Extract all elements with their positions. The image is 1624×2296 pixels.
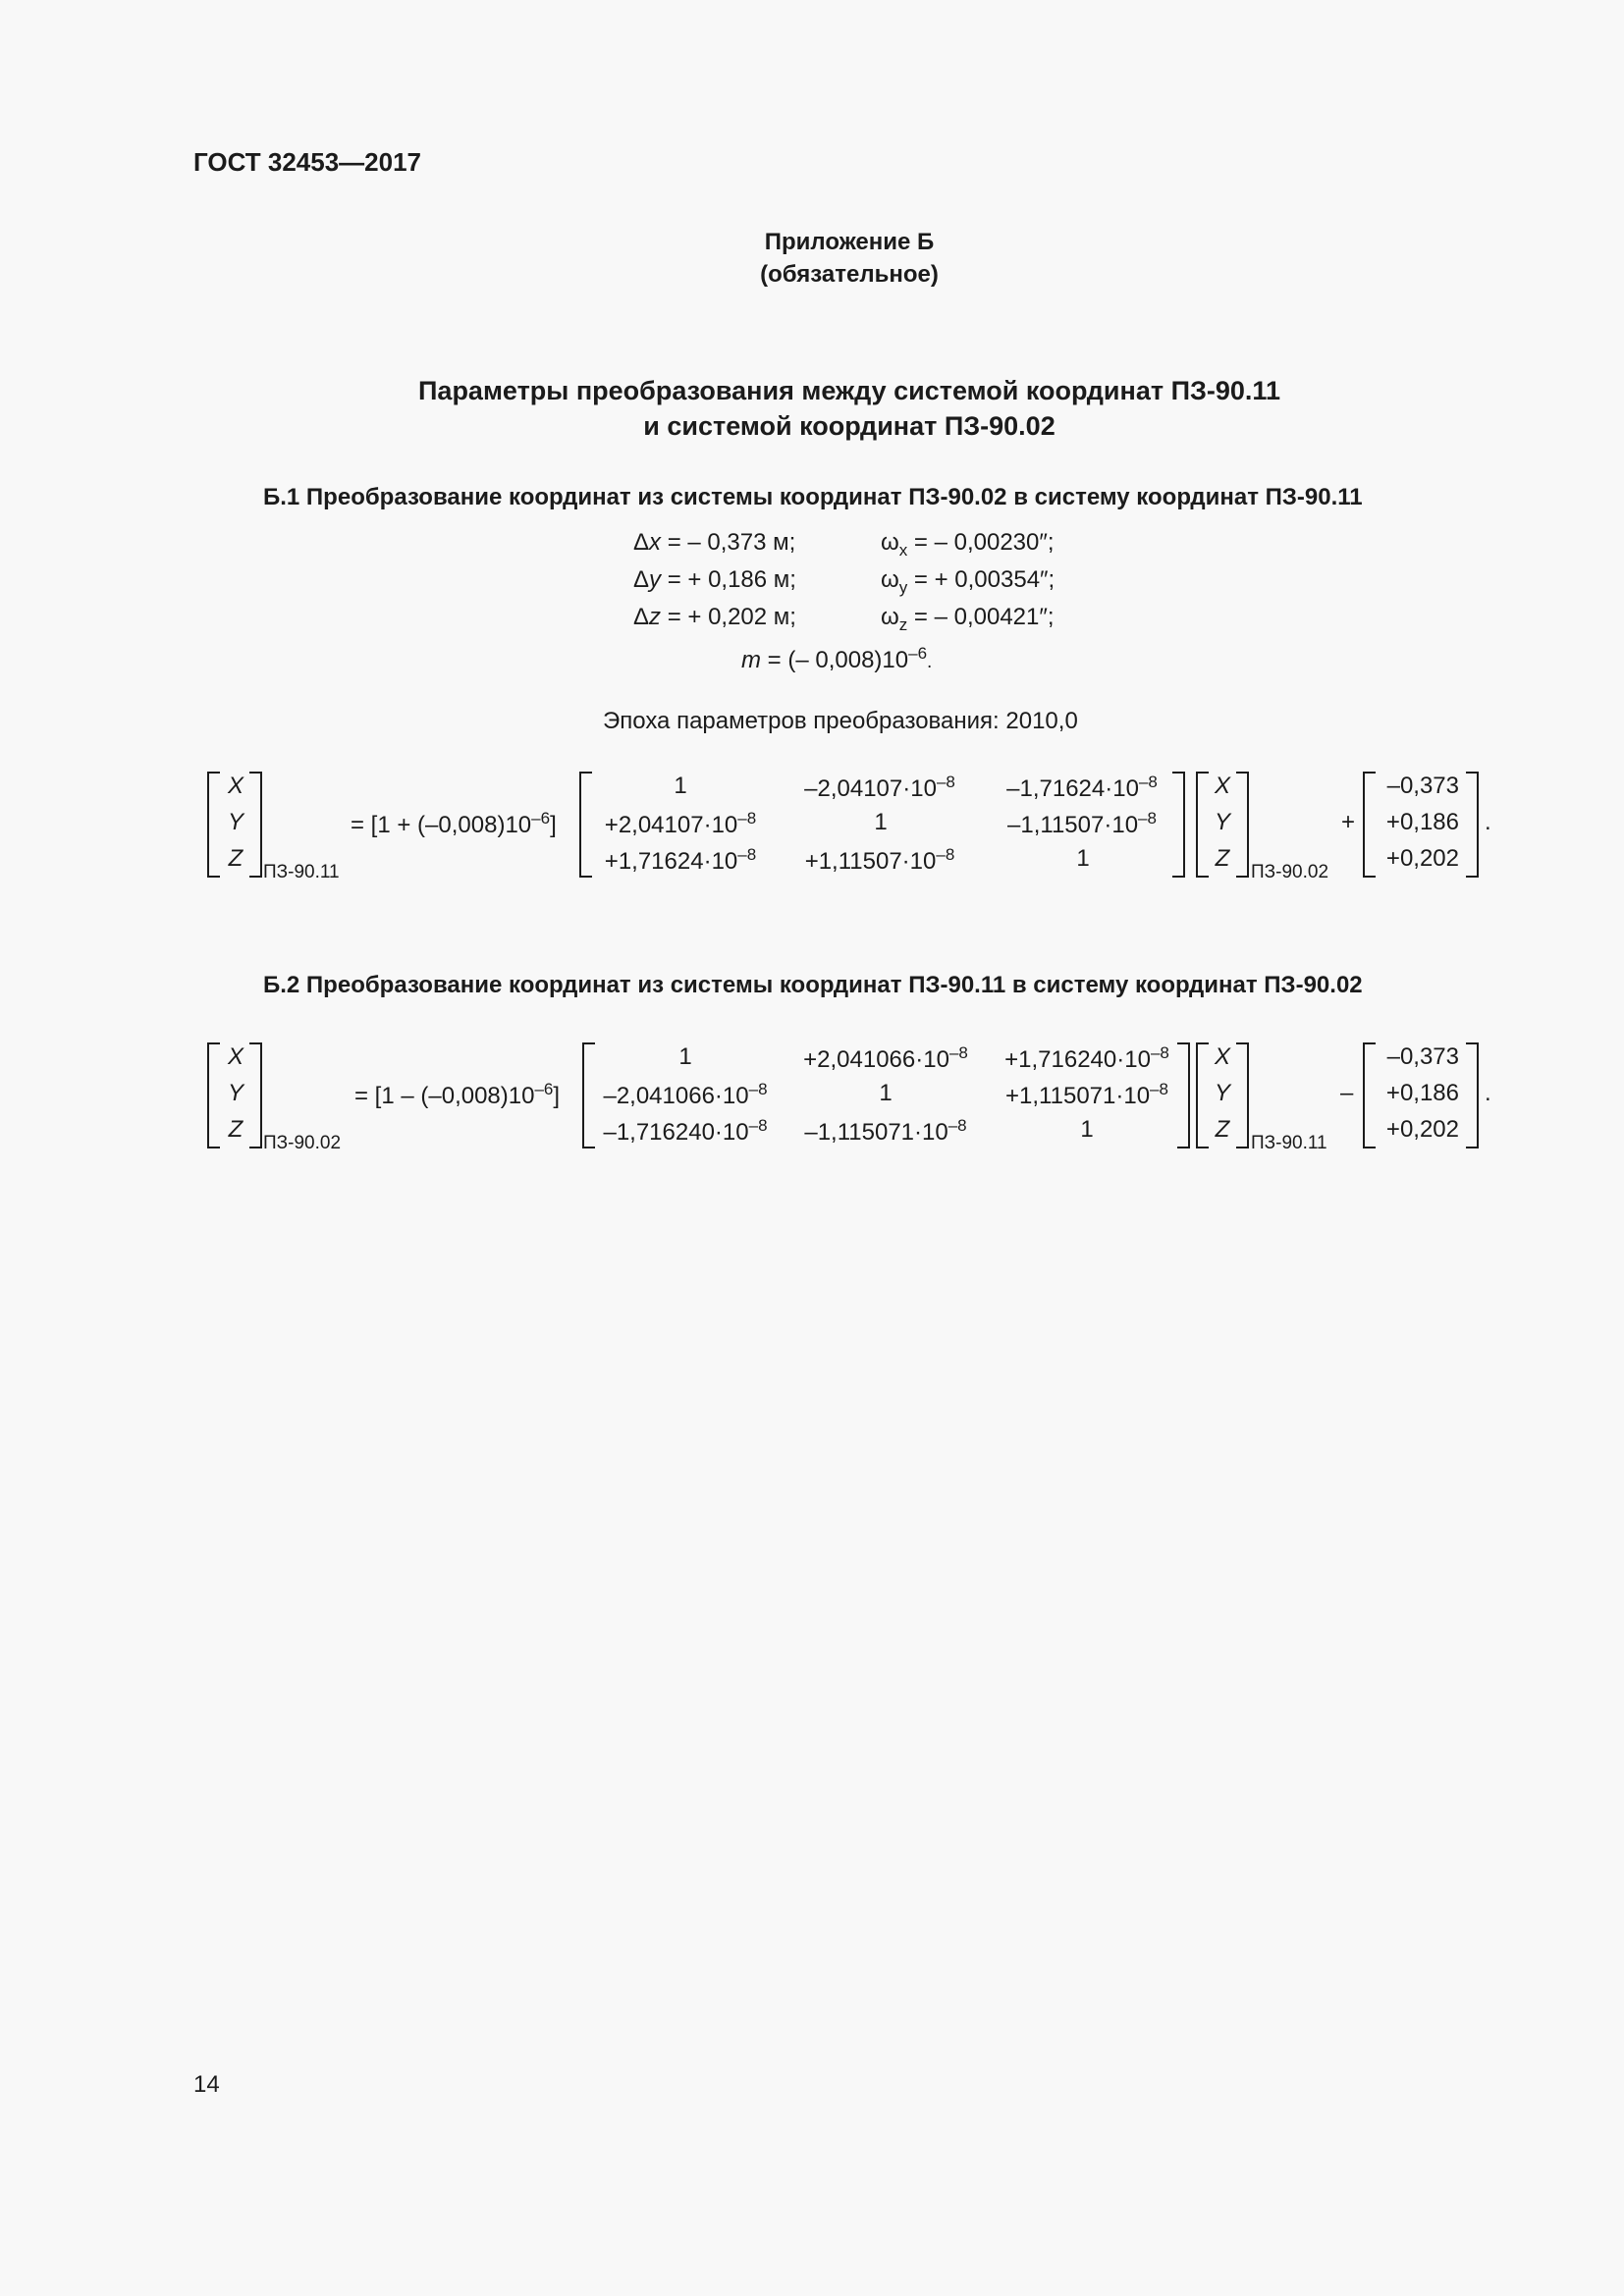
right-bracket — [1466, 772, 1479, 878]
appendix-status: (обязательное) — [760, 261, 939, 288]
matrix-cell: $+1,716240\cdot 10^{-8}$ — [1004, 1043, 1169, 1073]
standard-number: ГОСТ 32453—2017 — [193, 147, 421, 177]
offset-dz: +0,202 — [1385, 1116, 1459, 1143]
left-bracket — [1196, 1042, 1209, 1148]
left-bracket — [1363, 1042, 1376, 1148]
rhs-y: Y — [1214, 809, 1231, 835]
lhs-x: X — [227, 1043, 244, 1070]
right-bracket — [1466, 1042, 1479, 1148]
right-bracket — [249, 1042, 262, 1148]
matrix-cell: $+2,041066\cdot 10^{-8}$ — [803, 1043, 968, 1073]
appendix-heading — [37, 226, 1624, 291]
lhs-x: X — [227, 773, 244, 799]
left-bracket — [1196, 772, 1209, 878]
param-dy: Δy = + 0,186 м; — [633, 566, 796, 593]
lhs-subscript: ПЗ-90.11 — [263, 862, 340, 882]
param-wx: $\omega_x$ = – 0,00230″; — [881, 529, 1055, 560]
matrix-cell: 1 — [1080, 1116, 1094, 1143]
left-bracket — [207, 772, 220, 878]
matrix-cell: $-1,115071\cdot 10^{-8}$ — [804, 1116, 967, 1146]
matrix-cell: $+1,115071\cdot 10^{-8}$ — [1005, 1080, 1168, 1109]
matrix-cell: $-2,041066\cdot 10^{-8}$ — [603, 1080, 768, 1109]
rhs-z: Z — [1215, 845, 1230, 872]
matrix-cell: $-1,71624\cdot 10^{-8}$ — [1006, 773, 1158, 802]
formula-end: . — [1485, 809, 1491, 835]
scale-factor: = $[1 + (-0,008)10^{-6}]$ — [351, 809, 557, 838]
scale-factor: = $[1 - (-0,008)10^{-6}]$ — [354, 1080, 561, 1109]
right-bracket — [1236, 772, 1249, 878]
right-bracket — [1236, 1042, 1249, 1148]
rhs-x: X — [1214, 773, 1231, 799]
right-bracket — [249, 772, 262, 878]
matrix-cell: 1 — [879, 1080, 893, 1106]
offset-dx: –0,373 — [1386, 1043, 1459, 1070]
matrix-cell: 1 — [1076, 845, 1090, 872]
rhs-y: Y — [1214, 1080, 1231, 1106]
lhs-z: Z — [228, 845, 244, 872]
matrix-cell: $-2,04107\cdot 10^{-8}$ — [804, 773, 955, 802]
page-title — [37, 373, 1624, 444]
matrix-cell: $+2,04107\cdot 10^{-8}$ — [604, 809, 757, 838]
operator: – — [1340, 1080, 1354, 1106]
param-m: m = (– $0,008)10^{-6}$. — [741, 644, 933, 673]
matrix-cell: $-1,11507\cdot 10^{-8}$ — [1007, 809, 1157, 838]
offset-dz: +0,202 — [1385, 845, 1459, 872]
operator: + — [1341, 809, 1356, 835]
left-bracket — [582, 1042, 595, 1148]
section-2-heading: Б.2 Преобразование координат из системы координат ПЗ-90.11 в систему координат ПЗ-90.02 — [263, 972, 1363, 998]
matrix-cell: $+1,71624\cdot 10^{-8}$ — [604, 845, 757, 875]
left-bracket — [1363, 772, 1376, 878]
matrix-cell: $-1,716240\cdot 10^{-8}$ — [603, 1116, 768, 1146]
param-dx: Δx = – 0,373 м; — [633, 529, 796, 556]
page-number: 14 — [193, 2071, 220, 2098]
rhs-subscript: ПЗ-90.02 — [1251, 862, 1329, 882]
title-line-2: и системой координат ПЗ-90.02 — [643, 411, 1056, 441]
rhs-z: Z — [1215, 1116, 1230, 1143]
right-bracket — [1177, 1042, 1190, 1148]
offset-dy: +0,186 — [1385, 1080, 1459, 1106]
lhs-y: Y — [227, 809, 244, 835]
offset-dy: +0,186 — [1385, 809, 1459, 835]
lhs-subscript: ПЗ-90.02 — [263, 1133, 342, 1153]
left-bracket — [579, 772, 592, 878]
lhs-y: Y — [227, 1080, 244, 1106]
lhs-z: Z — [228, 1116, 244, 1143]
matrix-cell: 1 — [674, 773, 687, 799]
offset-dx: –0,373 — [1386, 773, 1459, 799]
rhs-subscript: ПЗ-90.11 — [1251, 1133, 1327, 1153]
param-wz: $\omega_z$ = – 0,00421″; — [881, 604, 1055, 634]
matrix-cell: $+1,11507\cdot 10^{-8}$ — [804, 845, 955, 875]
matrix-cell: 1 — [678, 1043, 692, 1070]
matrix-cell: 1 — [874, 809, 888, 835]
left-bracket — [207, 1042, 220, 1148]
section-1-heading: Б.1 Преобразование координат из системы координат ПЗ-90.02 в систему координат ПЗ-90.11 — [263, 484, 1363, 510]
title-line-1: Параметры преобразования между системой координат ПЗ-90.11 — [418, 376, 1280, 405]
appendix-title: Приложение Б — [764, 229, 935, 255]
epoch-text: Эпоха параметров преобразования: 2010,0 — [603, 708, 1078, 734]
param-dz: Δz = + 0,202 м; — [633, 604, 796, 630]
param-wy: $\omega_y$ = + 0,00354″; — [881, 566, 1056, 597]
right-bracket — [1172, 772, 1185, 878]
rhs-x: X — [1214, 1043, 1231, 1070]
formula-end: . — [1485, 1080, 1491, 1106]
